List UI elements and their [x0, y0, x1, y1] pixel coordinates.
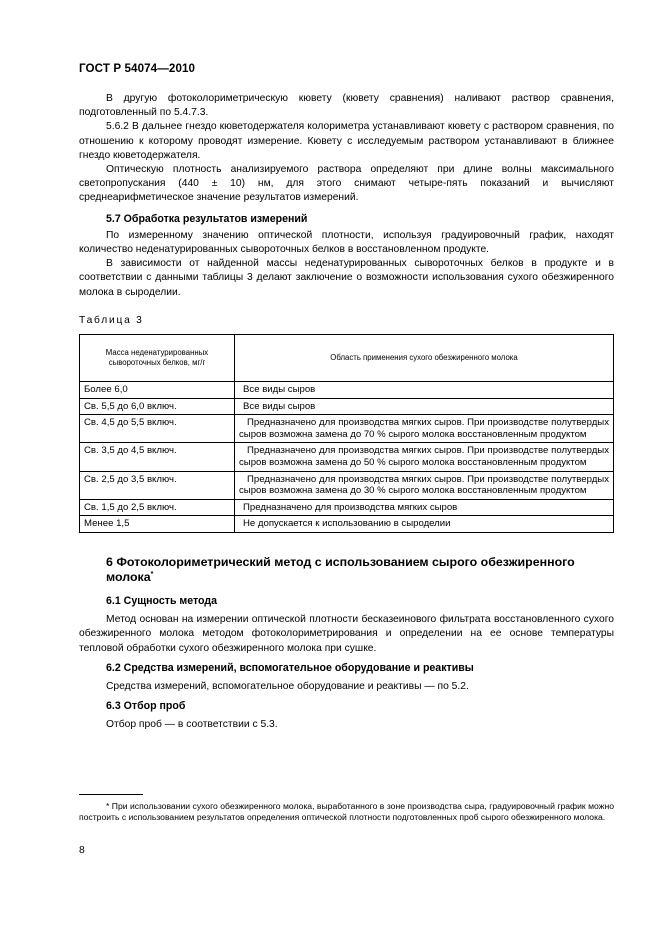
table-cell: Св. 5,5 до 6,0 включ.: [80, 398, 235, 415]
footnote-divider: [79, 794, 143, 795]
footnote-marker: *: [150, 571, 154, 579]
table-header-cell: Масса неденатурированных сывороточных белков, мг/г: [80, 335, 235, 382]
document-header: ГОСТ Р 54074—2010: [79, 62, 196, 75]
paragraph: По измеренному значению оптической плотности, используя градуировочный график, находят количество неденатурированных сывороточных белков в восстановленном продукте.: [79, 229, 614, 256]
table-header-row: [80, 335, 614, 382]
table-cell: Более 6,0: [80, 382, 235, 399]
table-cell: Не допускается к использованию в сыроделии: [235, 516, 614, 533]
section-heading-5-7: 5.7 Обработка результатов измерений: [106, 212, 308, 225]
data-table: [79, 334, 614, 533]
page-content: [79, 92, 614, 733]
table-row: [80, 499, 614, 516]
paragraph: Средства измерений, вспомогательное оборудование и реактивы — по 5.2.: [106, 681, 469, 692]
table-cell: Св. 3,5 до 4,5 включ.: [80, 443, 235, 471]
section-heading-6-1: 6.1 Сущность метода: [106, 594, 218, 607]
table-cell: Предназначено для производства мягких сыров. При производстве полутвердых сыров возможна замена до 30 % сырого молока восстановленным продуктом: [235, 471, 614, 499]
table-cell: Все виды сыров: [235, 382, 614, 399]
table-caption: Таблица 3: [79, 314, 144, 326]
paragraph: В зависимости от найденной массы неденатурированных сывороточных белков в продукте и в соответствии с данными таблицы 3 делают заключение о возможности использования сухого обезжиренного молока в сыроделии.: [79, 258, 614, 298]
page-number: 8: [79, 845, 85, 856]
table-row: [80, 382, 614, 399]
table-row: [80, 471, 614, 499]
paragraph: Отбор проб — в соответствии с 5.3.: [106, 719, 278, 731]
table-cell: Предназначено для производства мягких сыров: [235, 499, 614, 516]
table-header-cell: Область применения сухого обезжиренного молока: [235, 335, 614, 382]
paragraph: Оптическую плотность анализируемого раствора определяют при длине волны максимального светопропускания (440 ± 10) нм, для этого снимают четыре-пять показаний и вычисляют среднеарифметическое значение результатов измерений.: [79, 164, 614, 204]
section-heading-6-3: 6.3 Отбор проб: [106, 700, 186, 713]
table-row: [80, 398, 614, 415]
paragraph: В другую фотоколориметрическую кювету (кювету сравнения) наливают раствор сравнения, подготовленный по 5.4.7.3.: [79, 93, 614, 119]
table-cell: Св. 2,5 до 3,5 включ.: [80, 471, 235, 499]
table-cell: Св. 4,5 до 5,5 включ.: [80, 415, 235, 443]
table-cell: Св. 1,5 до 2,5 включ.: [80, 499, 235, 516]
footnote: * При использовании сухого обезжиренного молока, выработанного в зоне производства сыра, градуировочный график можно построить с использованием результатов определения оптической плотности подготовленных проб сырого обезжиренного молока.: [79, 801, 614, 823]
table-cell: Предназначено для производства мягких сыров. При производстве полутвердых сыров возможна замена до 70 % сырого молока восстановленным продуктом: [235, 415, 614, 443]
section-6-title: 6 Фотоколориметрический метод с использованием сырого обезжиренного молока: [106, 554, 575, 585]
table-row: [80, 443, 614, 471]
table-cell: Менее 1,5: [80, 516, 235, 533]
table-row: [80, 415, 614, 443]
paragraph: Метод основан на измерении оптической плотности бесказеинового фильтрата восстановленного сухого обезжиренного молока методом фотоколориметрирования и определении на ее основе температуры тепловой обработки сухого обезжиренного молока при сушке.: [79, 614, 614, 654]
section-heading-6-2: 6.2 Средства измерений, вспомогательное оборудование и реактивы: [106, 661, 474, 674]
table-row: [80, 516, 614, 533]
paragraph: 5.6.2 В дальнее гнездо кюветодержателя колориметра устанавливают кювету с раствором сравнения, по отношению к которому проводят измерение. Кювету с исследуемым раствором устанавливают в ближнее гнездо кюветодержателя.: [79, 121, 614, 161]
table-cell: Предназначено для производства мягких сыров. При производстве полутвердых сыров возможна замена до 50 % сырого молока восстановленным продуктом: [235, 443, 614, 471]
section-heading-6: [106, 555, 614, 586]
table-cell: Все виды сыров: [235, 398, 614, 415]
